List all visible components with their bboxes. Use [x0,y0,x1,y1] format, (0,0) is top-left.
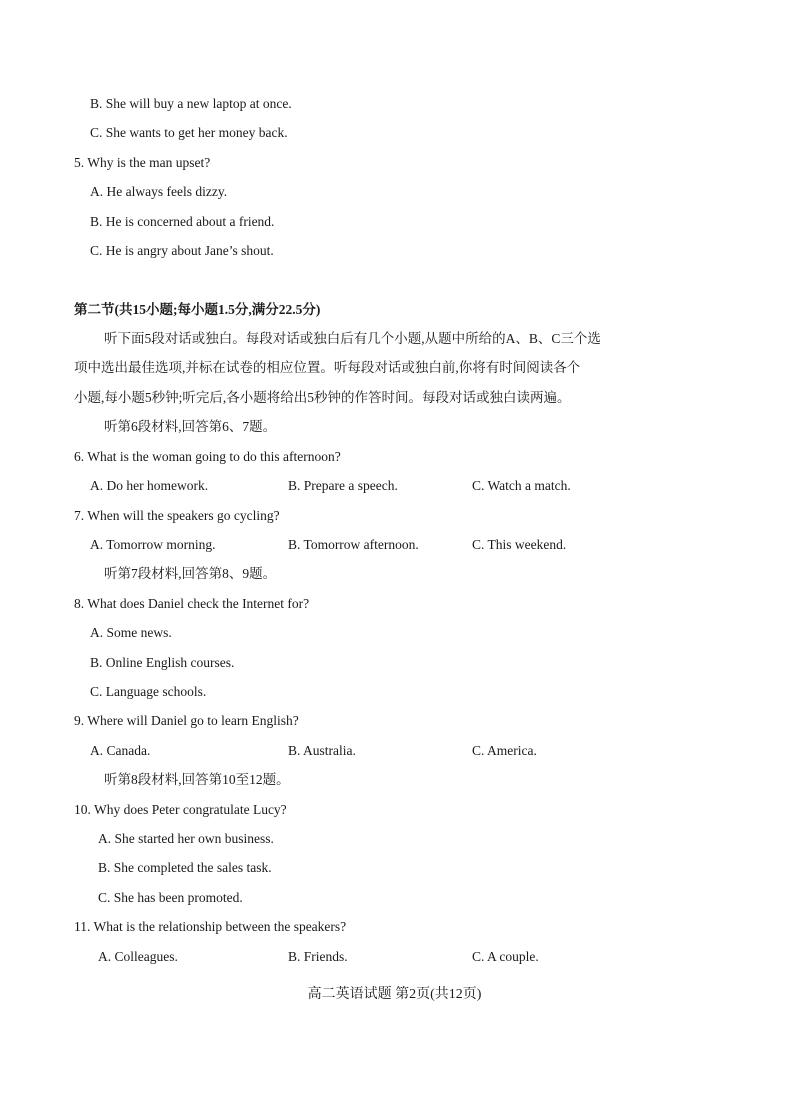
material-6-label: 听第6段材料,回答第6、7题。 [104,419,277,434]
q5-option-b: B. He is concerned about a friend. [90,214,275,229]
material-7-label: 听第7段材料,回答第8、9题。 [104,566,277,581]
q6-option-b: B. Prepare a speech. [288,478,398,493]
q7-option-a: A. Tomorrow morning. [90,537,216,552]
page-footer: 高二英语试题 第2页(共12页) [307,987,482,1002]
q6-stem: 6. What is the woman going to do this afternoon? [74,449,341,464]
q5-option-a: A. He always feels dizzy. [90,184,228,199]
q8-option-c: C. Language schools. [90,684,207,699]
q11-option-b: B. Friends. [288,949,348,964]
section2-instruction-line: 小题,每小题5秒钟;听完后,各小题将给出5秒钟的作答时间。每段对话或独白读两遍。 [74,390,571,405]
q10-option-a: A. She started her own business. [98,831,274,846]
q5-option-c: C. He is angry about Jane’s shout. [90,243,274,258]
q10-option-b: B. She completed the sales task. [98,860,272,875]
q8-option-a: A. Some news. [90,625,172,640]
q9-option-b: B. Australia. [288,743,356,758]
section2-instruction-line: 听下面5段对话或独白。每段对话或独白后有几个小题,从题中所给的A、B、C三个选 [104,331,601,346]
section2-heading: 第二节(共15小题;每小题1.5分,满分22.5分) [74,302,321,317]
q4-option-b: B. She will buy a new laptop at once. [90,96,292,111]
q11-option-a: A. Colleagues. [98,949,178,964]
q11-option-c: C. A couple. [472,949,539,964]
q11-stem: 11. What is the relationship between the speakers? [74,919,347,934]
section2-instruction-line: 项中选出最佳选项,并标在试卷的相应位置。听每段对话或独白前,你将有时间阅读各个 [74,360,581,375]
q7-option-b: B. Tomorrow afternoon. [288,537,419,552]
q8-option-b: B. Online English courses. [90,655,235,670]
q9-option-a: A. Canada. [90,743,151,758]
q6-option-c: C. Watch a match. [472,478,571,493]
q10-option-c: C. She has been promoted. [98,890,243,905]
q6-option-a: A. Do her homework. [90,478,209,493]
q8-stem: 8. What does Daniel check the Internet for? [74,596,310,611]
q9-stem: 9. Where will Daniel go to learn English? [74,713,299,728]
q7-option-c: C. This weekend. [472,537,567,552]
q7-stem: 7. When will the speakers go cycling? [74,508,280,523]
q4-option-c: C. She wants to get her money back. [90,125,288,140]
q9-option-c: C. America. [472,743,537,758]
q5-stem: 5. Why is the man upset? [74,155,211,170]
q10-stem: 10. Why does Peter congratulate Lucy? [74,802,287,817]
material-8-label: 听第8段材料,回答第10至12题。 [104,772,290,787]
